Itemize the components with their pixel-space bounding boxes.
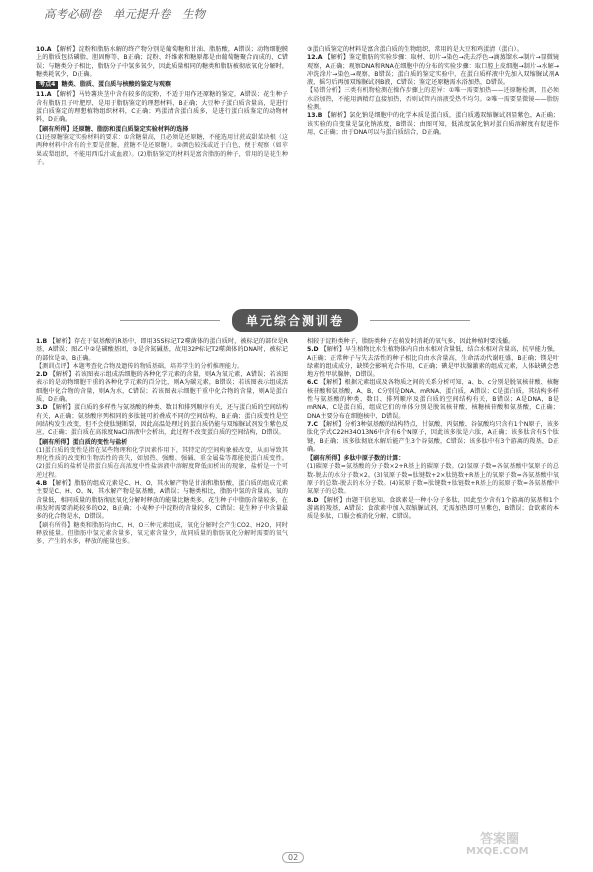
answer-item: 10.A 【解析】淀粉和脂肪水解的终产物分别是葡萄糖和甘油、脂肪酸，A错误；动物细胞膜上的脂质包括磷脂、胆固醇等，B正确；淀粉、纤维素和糖原都是由葡萄糖聚合而成的，C错误；与糖类分子相比，脂肪分子中氢多氧少，因此质量相同的糖类和脂肪被彻底氧化分解时，糖类耗氧少，D正确。: [36, 46, 289, 78]
answer-item: 8.D 【解析】由题干信息知，食欲素是一种小分子多肽，因此至少含有1个游离的氨基和1个游离的羧基，A错误；食欲素中加入双缩脲试剂，无需加热即可呈紫色，B错误；食欲素的本质是多肽，口服会被消化分解，C错误。: [307, 496, 559, 521]
answer-item: ③蛋白质鉴定的材料是富含蛋白质的生物组织，常用的是大豆和鸡蛋清（蛋白）。: [307, 46, 523, 53]
bottom-left-column: [36, 338, 288, 546]
note-text: (1)还原糖鉴定实验材料的要求：①含糖量高，且必须是还原糖，不能选用甘蔗或甜菜块根（这两种材料中含有的主要是蔗糖，蔗糖不是还原糖）。②颜色较浅或近于白色，便于观察（如苹果或梨组织，不能用西瓜汁或血液）。(2)脂肪鉴定的材料是富含脂肪的种子，常用的是花生种子。: [36, 133, 288, 166]
answer-item: 1.B 【解析】存在于氨基酸的R基中，即用35S标记T2噬菌体的蛋白质时，被标记的部位是R基，A错误；图乙中②是磷酸基团，③是含氮碱基，故用32P标记T2噬菌体的DNA时，被标记的部位是②，B正确。: [36, 338, 288, 362]
watermark-logo: 答案圈: [480, 832, 520, 847]
note-heading: 【刷有所得】还原糖、脂肪和蛋白质鉴定实验材料的选择: [36, 125, 189, 133]
section-heading: 考点4 糖类、脂质、蛋白质与核酸的鉴定与观察: [36, 81, 288, 89]
answer-item: 3.D 【解析】蛋白质的多样性与氨基酸的种类、数目和排列顺序有关，还与蛋白质的空间结构有关，A正确；氨基酸序列相同的多肽链可折叠成不同的空间结构，B正确；蛋白质变性是空间结构发生改变，但不会使肽键断裂，因此高温处理过的蛋白质仍能与双缩脲试剂发生紫色反应，C正确；蛋白质在高浓度NaCl溶液中会析出，此过程不改变蛋白质的空间结构，D错误。: [36, 404, 289, 437]
note-text: 【刷有所得】糖类和脂肪均由C、H、O三种元素组成，氧化分解时会产生CO2、H2O，同时释放能量。但脂肪中氢元素含量多，氧元素含量少，故同质量的脂肪氧化分解时需要的氧气多，产生的水多，释放的能量也多。: [36, 521, 288, 546]
note-text: (1)蛋白质的变性是指在某些物理和化学因素作用下，其特定的空间构象被改变，从而导致其理化性质的改变和生物活性的丧失，如加热、强酸、强碱、重金属盐等都能使蛋白质变性。(2)蛋白质的盐析是指蛋白质在高浓度中性盐溶液中溶解度降低而析出的现象，盐析是一个可逆过程。: [36, 446, 288, 479]
answer-item: 12.A 【解析】鉴定脂肪的实验步骤：取材、切片→染色→洗去浮色→滴蒸馏水→制片→显微镜观察，A正确；观察DNA和RNA在细胞中的分布的实验步骤：取口腔上皮细胞→制片→水解→冲洗涂片→染色→观察，B错误；蛋白质的鉴定实验中，在蛋白质样液中先加入双缩脲试剂A液，摇匀后再加双缩脲试剂B液，C错误；鉴定还原糖需水浴加热，D错误。: [307, 54, 559, 87]
note-heading: 【刷有所得】多肽中原子数的计算：: [307, 455, 405, 463]
bottom-right-column: [307, 338, 559, 522]
page-number: 02: [282, 852, 304, 863]
answer-item: 5.D 【解析】早生植物比水生植物体内自由水相对含量低，结合水相对含量高，抗旱能力强，A正确；正常种子与失去活性的种子相比自由水含量高，生命活动代谢旺盛，B正确；镁是叶绿素的组成成分，缺镁会影响光合作用，C正确；碘是甲状腺激素的组成元素，人体缺碘会患地方性甲状腺肿，D错误。: [307, 346, 560, 379]
watermark-url: MXQE.COM: [466, 846, 529, 857]
top-left-column: [36, 46, 288, 167]
answer-item: 4.B 【解析】脂肪的组成元素是C、H、O，其水解产物是甘油和脂肪酸，蛋白质的组成元素主要是C、H、O、N，其水解产物是氨基酸，A错误；与糖类相比，脂肪中氢的含量高、氧的含量低，相同质量的脂肪彻底氧化分解时释放的能量比糖类多，花生种子中脂肪含量较多，在萌发时需要消耗较多的O2，B正确；小麦种子中淀粉的含量较多，C错误；花生种子中含量最多的化合物是水，D错误。: [36, 480, 288, 521]
note-text: 【易错分析】三类有机物检测在操作步骤上的差异：①唯一需要加热——还原糖检测，且必须水浴加热，不能用酒精灯直接加热，否则试管内溶液受热不均匀。②唯一需要显微镜——脂肪检测。: [307, 87, 559, 112]
page-header: 高考必刷卷 单元提升卷 生物: [44, 7, 205, 21]
note-text: (1)碳原子数=氨基酸的分子数×2+R基上的碳原子数。(2)氢原子数=各氨基酸中氢原子的总数-脱去的水分子数×2。(3)氧原子数=肽键数+2×肽链数+R基上的氧原子数=各氨基酸中氧原子的总数-脱去的水分子数。(4)氮原子数=肽键数+肽链数+R基上的氮原子数=各氨基酸中氮原子的总数。: [307, 463, 559, 496]
answer-item: 2.D 【解析】若该图表示组成活细胞的各种化学元素的含量，则A为氧元素，A错误；若该图表示的是动物细胞干重的各种化学元素的百分比，则A为碳元素，B错误；若该图表示组成活细胞中化合物的含量，则A为水，C错误；若该图表示细胞干重中化合物的含量，则A是蛋白质，D正确。: [36, 371, 288, 404]
section-banner: [120, 308, 470, 332]
answer-item: 13.B 【解析】氯化钠是细胞中的化学本质是蛋白质，蛋白质遇双缩脲试剂显紫色，A正确；该实验的自变量是氯化钠浓度，B错误；由图可知，低浓度氯化钠对蛋白质溶解度有促进作用，C正确；由于DNA可以与蛋白质结合，D正确。: [307, 112, 560, 136]
answer-item: 11.A 【解析】马铃薯块茎中含有较多的淀粉，不适于用作还原糖的鉴定，A错误；花生种子含有脂肪且子叶肥厚，是用于脂肪鉴定的理想材料，B正确；大豆种子蛋白质含量高，是进行蛋白质鉴定的理想植物组织材料，C正确；鸡蛋清含蛋白质多，是进行蛋白质鉴定的动物材料，D正确。: [36, 91, 289, 124]
banner-title: 单元综合测训卷: [232, 309, 358, 332]
note-text: 【测训点评】本题考查化合物及遗传的物质基础，培养学生的分析推理能力。: [36, 362, 244, 370]
answer-item: 7.C 【解析】分析3种氨基酸的结构特点，甘氨酸、丙氨酸、谷氨酸均只含有1个N原子，该多肽化学式C22H34O13N6中含有6个N原子，因此该多肽是六肽，A正确；该多肽含有5个肽键，B正确；该多肽彻底水解后能产生3个谷氨酸，C错误；该多肽中有3个游离的羧基，D正确。: [307, 420, 559, 453]
answer-item: 相较于淀粉类种子，脂肪类种子在萌发时消耗的氧气多，因此种植时要浅播。: [307, 338, 515, 345]
note-heading: 【刷有所得】蛋白质的变性与盐析: [36, 438, 128, 446]
top-right-column: [307, 46, 559, 137]
answer-item: 6.C 【解析】根据元素组成及各物质之间的关系分析可知，a、b、c分别是脱氧核苷酸、核糖核苷酸和氨基酸，A、B、C分别是DNA、mRNA、蛋白质，A错误；C是蛋白质，其结构多样性与氨基酸的种类、数目、排列顺序及蛋白质的空间结构有关，B错误；A是DNA，B是mRNA，C是蛋白质，组成它们的单体分别是脱氧核苷酸、核糖核苷酸和氨基酸，C正确；DNA主要分布在细胞核中，D错误。: [307, 379, 560, 420]
banner-rule-right: [370, 320, 470, 321]
banner-rule-left: [120, 320, 220, 321]
